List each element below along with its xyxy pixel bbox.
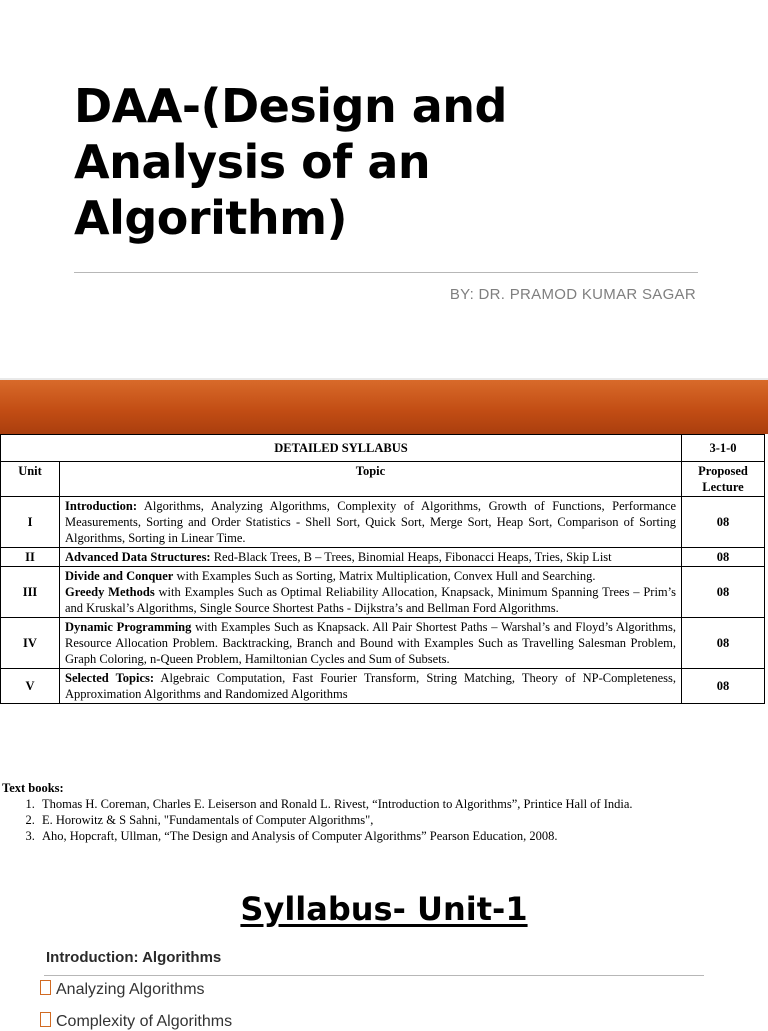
table-header-row	[1, 435, 765, 462]
lecture-cell: 08	[682, 497, 765, 548]
slide-title: Syllabus- Unit-1	[240, 890, 528, 928]
unit-cell: II	[1, 548, 60, 567]
title-slide	[0, 0, 768, 378]
topic-cell	[60, 548, 682, 567]
table-row	[1, 669, 765, 704]
topic-paragraph	[65, 584, 676, 616]
topic-text: Red-Black Trees, B – Trees, Binomial Heaps, Fibonacci Heaps, Tries, Skip List	[210, 550, 612, 564]
missing-glyph-box-icon	[40, 1012, 51, 1027]
lecture-cell: 08	[682, 618, 765, 669]
syllabus-table	[0, 434, 765, 704]
unit1-slide	[0, 866, 768, 1030]
topic-title: Divide and Conquer	[65, 569, 174, 583]
lecture-cell: 08	[682, 669, 765, 704]
missing-glyph-box-icon	[40, 980, 51, 995]
table-heading: DETAILED SYLLABUS	[1, 435, 682, 462]
topic-title: Greedy Methods	[65, 585, 155, 599]
textbooks-list	[2, 796, 762, 844]
topic-text: Algebraic Computation, Fast Fourier Transform, String Matching, Theory of NP-Completeness, Approximation Algorithms and Randomized Algorithms	[65, 671, 676, 701]
topic-paragraph	[65, 498, 676, 546]
topic-paragraph	[65, 549, 676, 565]
lecture-cell: 08	[682, 548, 765, 567]
column-header-topic: Topic	[60, 462, 682, 497]
topic-title: Dynamic Programming	[65, 620, 192, 634]
table-row	[1, 548, 765, 567]
list-item	[40, 980, 205, 999]
table-row	[1, 618, 765, 669]
ltp-value: 3-1-0	[682, 435, 765, 462]
column-header-lecture: Proposed Lecture	[682, 462, 765, 497]
topic-title: Advanced Data Structures:	[65, 550, 211, 564]
title-line: DAA-(Design and	[74, 79, 507, 133]
list-item: 2. E. Horowitz & S Sahni, "Fundamentals of Computer Algorithms",	[38, 812, 762, 828]
list-item: 1. Thomas H. Coreman, Charles E. Leiserson and Ronald L. Rivest, “Introduction to Algorithms”, Printice Hall of India.	[38, 796, 762, 812]
topic-cell	[60, 497, 682, 548]
topic-paragraph	[65, 619, 676, 667]
heading-divider	[44, 975, 704, 976]
topic-paragraph	[65, 568, 676, 584]
bullet-text: Complexity of Algorithms	[56, 1013, 233, 1030]
topic-cell	[60, 669, 682, 704]
bullet-text: Analyzing Algorithms	[56, 981, 205, 998]
topic-title: Selected Topics:	[65, 671, 155, 685]
slide-heading: Introduction: Algorithms	[46, 949, 222, 966]
slide-title	[74, 78, 714, 246]
topic-cell	[60, 567, 682, 618]
slide-separator-band	[0, 378, 768, 436]
table-row	[1, 497, 765, 548]
table-row	[1, 567, 765, 618]
list-item	[40, 1012, 232, 1031]
column-header-unit: Unit	[1, 462, 60, 497]
topic-text: with Examples Such as Optimal Reliability Allocation, Knapsack, Minimum Spanning Trees – Prim’s and Kruskal’s Algorithms, Single Source Shortest Paths - Dijkstra’s and Bellman Ford Algorithms.	[65, 585, 676, 615]
textbooks-title: Text books:	[2, 781, 64, 795]
unit-cell: V	[1, 669, 60, 704]
syllabus-rows	[1, 497, 765, 704]
topic-text: with Examples Such as Knapsack. All Pair Shortest Paths – Warshal’s and Floyd’s Algorithms, Resource Allocation Problem. Backtracking, Branch and Bound with Examples Such as Travelling Salesman Problem, Graph Coloring, n-Queen Problem, Hamiltonian Cycles and Sum of Subsets.	[65, 620, 676, 666]
topic-cell	[60, 618, 682, 669]
topic-paragraph	[65, 670, 676, 702]
unit-cell: IV	[1, 618, 60, 669]
title-divider	[74, 272, 698, 273]
column-header-row	[1, 462, 765, 497]
title-line: Analysis of an	[74, 135, 431, 189]
lecture-cell: 08	[682, 567, 765, 618]
topic-title: Introduction:	[65, 499, 138, 513]
unit-cell: I	[1, 497, 60, 548]
textbooks-section	[2, 780, 762, 844]
list-item: 3. Aho, Hopcraft, Ullman, “The Design and Analysis of Computer Algorithms” Pearson Education, 2008.	[38, 828, 762, 844]
topic-text: Algorithms, Analyzing Algorithms, Complexity of Algorithms, Growth of Functions, Performance Measurements, Sorting and Order Statistics - Shell Sort, Quick Sort, Merge Sort, Heap Sort, Comparison of Sorting Algorithms, Sorting in Linear Time.	[65, 499, 676, 545]
title-line: Algorithm)	[74, 191, 348, 245]
topic-text: with Examples Such as Sorting, Matrix Multiplication, Convex Hull and Searching.	[173, 569, 596, 583]
syllabus-document	[0, 434, 768, 866]
unit-cell: III	[1, 567, 60, 618]
author-line: BY: DR. PRAMOD KUMAR SAGAR	[449, 286, 696, 303]
